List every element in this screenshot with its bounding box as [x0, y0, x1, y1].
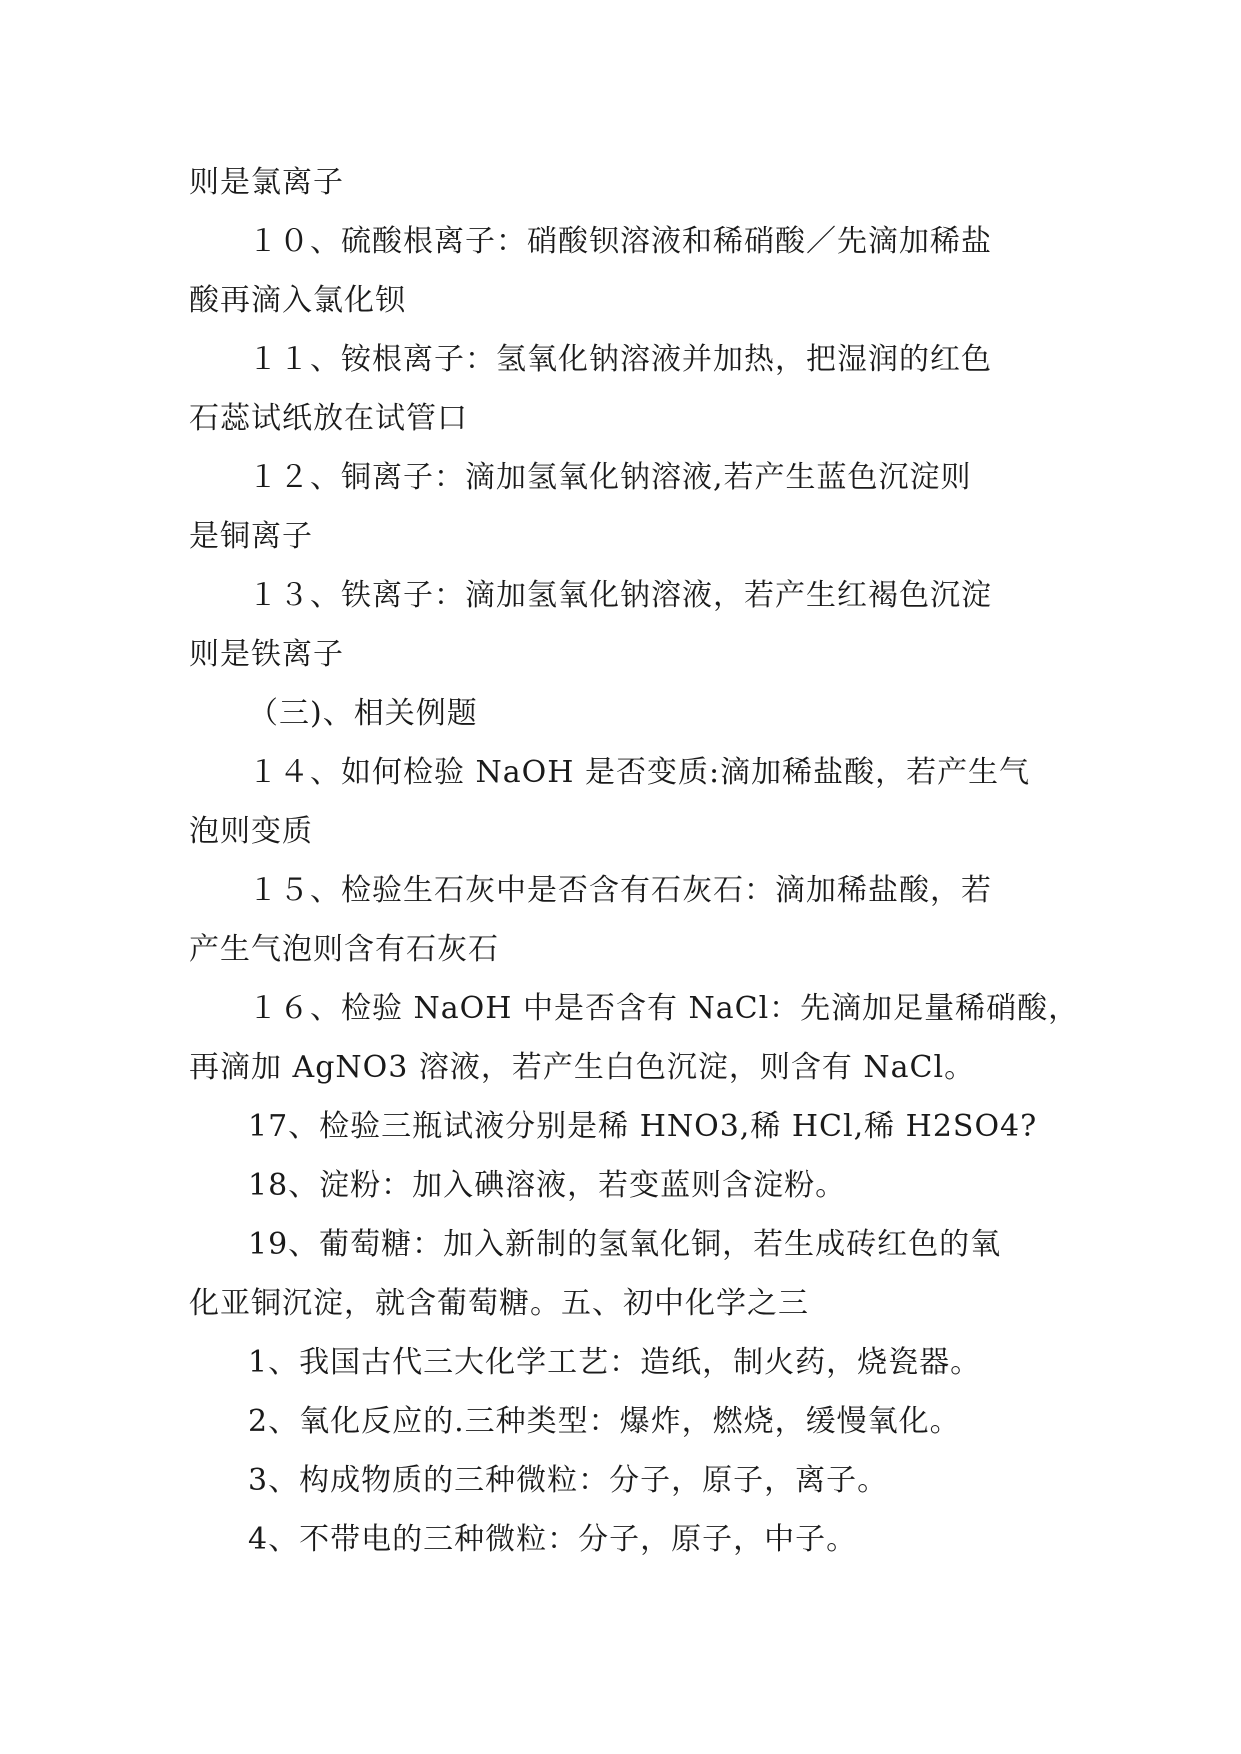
text-line: 19、葡萄糖：加入新制的氢氧化铜，若生成砖红色的氧 [248, 1227, 1002, 1262]
text-line: １０、硫酸根离子：硝酸钡溶液和稀硝酸／先滴加稀盐 [248, 224, 992, 259]
text-line: 再滴加 AgNO3 溶液，若产生白色沉淀，则含有 NaCl。 [189, 1050, 976, 1085]
text-line: 1、我国古代三大化学工艺：造纸，制火药，烧瓷器。 [248, 1345, 982, 1380]
text-line: 产生气泡则含有石灰石 [189, 932, 499, 967]
text-line: 是铜离子 [189, 519, 313, 554]
text-line: 泡则变质 [189, 814, 313, 849]
text-line: １６、检验 NaOH 中是否含有 NaCl：先滴加足量稀硝酸， [248, 991, 1080, 1026]
text-line: １５、检验生石灰中是否含有石灰石：滴加稀盐酸，若 [248, 873, 992, 908]
text-line: １２、铜离子：滴加氢氧化钠溶液,若产生蓝色沉淀则 [248, 460, 972, 495]
text-line: 4、不带电的三种微粒：分子，原子，中子。 [248, 1522, 858, 1557]
text-line: １４、如何检验 NaOH 是否变质:滴加稀盐酸，若产生气 [248, 755, 1031, 790]
text-line: 17、检验三瓶试液分别是稀 HNO3,稀 HCl,稀 H2SO4? [248, 1109, 1038, 1144]
text-line: 2、氧化反应的.三种类型：爆炸，燃烧，缓慢氧化。 [248, 1404, 961, 1439]
text-line: 石蕊试纸放在试管口 [189, 401, 468, 436]
text-line: １１、铵根离子：氢氧化钠溶液并加热，把湿润的红色 [248, 342, 992, 377]
text-line: １３、铁离子：滴加氢氧化钠溶液，若产生红褐色沉淀 [248, 578, 992, 613]
text-line: 酸再滴入氯化钡 [189, 283, 406, 318]
text-line: 则是铁离子 [189, 637, 344, 672]
text-line: 则是氯离子 [189, 165, 344, 200]
text-line: 化亚铜沉淀，就含葡萄糖。五、初中化学之三 [189, 1286, 809, 1321]
section-heading: （三)、相关例题 [248, 696, 478, 731]
text-line: 18、淀粉：加入碘溶液，若变蓝则含淀粉。 [248, 1168, 847, 1203]
text-line: 3、构成物质的三种微粒：分子，原子，离子。 [248, 1463, 889, 1498]
